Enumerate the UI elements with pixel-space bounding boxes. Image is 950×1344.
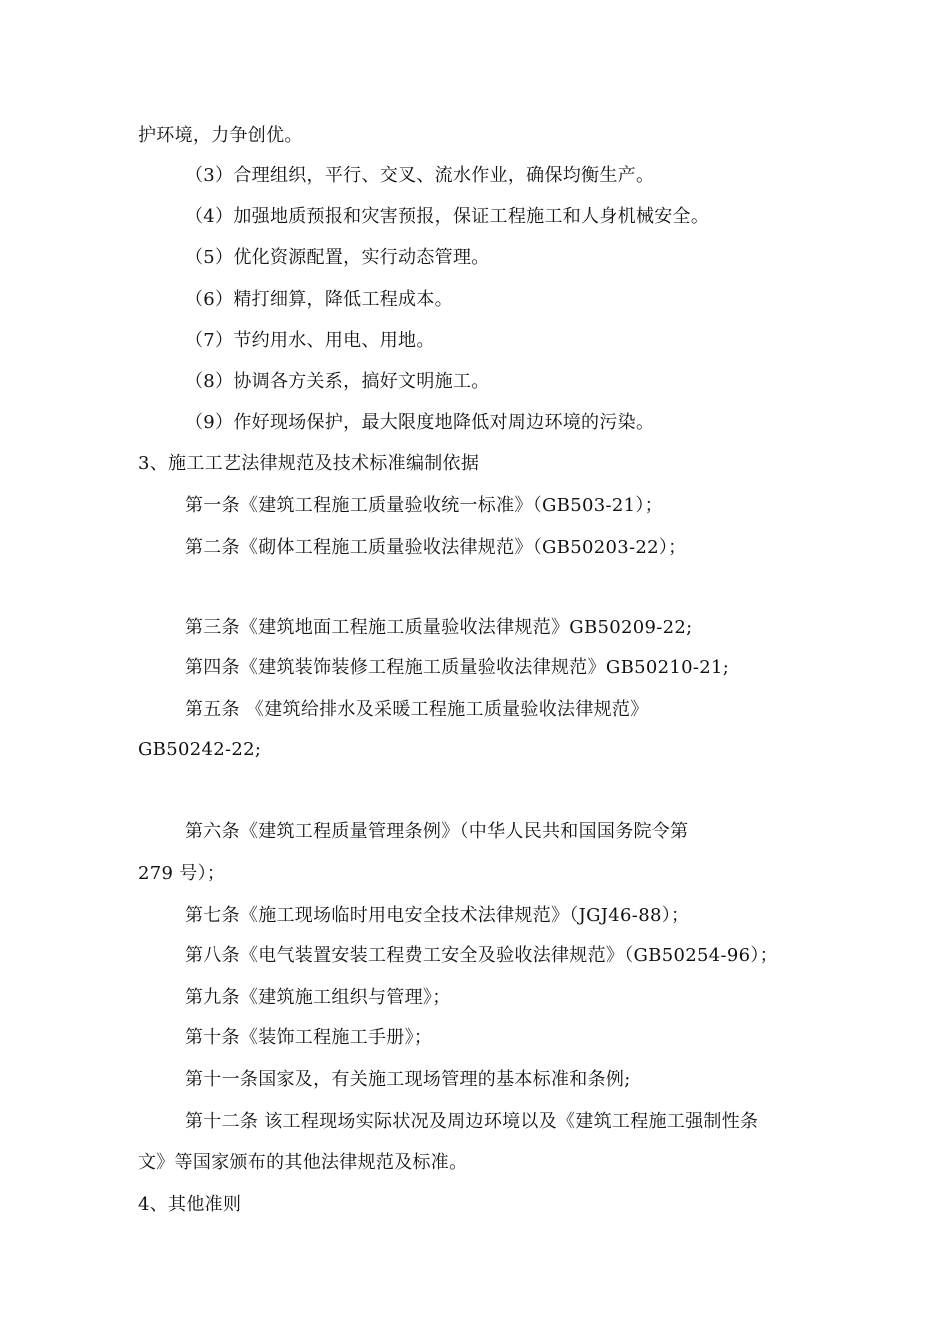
section-heading: 4、其他准则 <box>138 1194 242 1215</box>
list-item: （7）节约用水、用电、用地。 <box>185 330 435 351</box>
list-item: 第八条《电气装置安装工程费工安全及验收法律规范》（GB50254-96）； <box>185 945 778 966</box>
list-item: （5）优化资源配置，实行动态管理。 <box>185 247 490 268</box>
list-item: 第五条 《建筑给排水及采暖工程施工质量验收法律规范》 <box>185 699 649 720</box>
list-item: （9）作好现场保护，最大限度地降低对周边环境的污染。 <box>185 412 655 433</box>
text-line: 护环境，力争创优。 <box>138 125 303 146</box>
text-line: 279 号）； <box>138 863 226 884</box>
list-item: （8）协调各方关系，搞好文明施工。 <box>185 371 490 392</box>
text-line: GB50242-22; <box>138 739 262 760</box>
list-item: 第四条《建筑装饰装修工程施工质量验收法律规范》GB50210-21; <box>185 657 730 678</box>
list-item: （4）加强地质预报和灾害预报，保证工程施工和人身机械安全。 <box>185 206 710 227</box>
list-item: 第二条《砌体工程施工质量验收法律规范》（GB50203-22）； <box>185 537 687 558</box>
list-item: 第十二条 该工程现场实际状况及周边环境以及《建筑工程施工强制性条 <box>185 1111 759 1132</box>
list-item: 第六条《建筑工程质量管理条例》（中华人民共和国国务院令第 <box>185 821 689 842</box>
text-line: 文》等国家颁布的其他法律规范及标准。 <box>138 1152 468 1173</box>
list-item: 第十条《装饰工程施工手册》； <box>185 1027 433 1048</box>
list-item: 第一条《建筑工程施工质量验收统一标准》（GB503-21）； <box>185 495 663 516</box>
section-heading: 3、施工工艺法律规范及技术标准编制依据 <box>138 453 480 474</box>
list-item: （6）精打细算，降低工程成本。 <box>185 289 453 310</box>
list-item: 第七条《施工现场临时用电安全技术法律规范》（JGJ46-88）； <box>185 905 690 926</box>
list-item: 第九条《建筑施工组织与管理》； <box>185 987 451 1008</box>
list-item: 第十一条国家及，有关施工现场管理的基本标准和条例; <box>185 1069 631 1090</box>
list-item: （3）合理组织，平行、交叉、流水作业，确保均衡生产。 <box>185 165 655 186</box>
list-item: 第三条《建筑地面工程施工质量验收法律规范》GB50209-22; <box>185 617 693 638</box>
